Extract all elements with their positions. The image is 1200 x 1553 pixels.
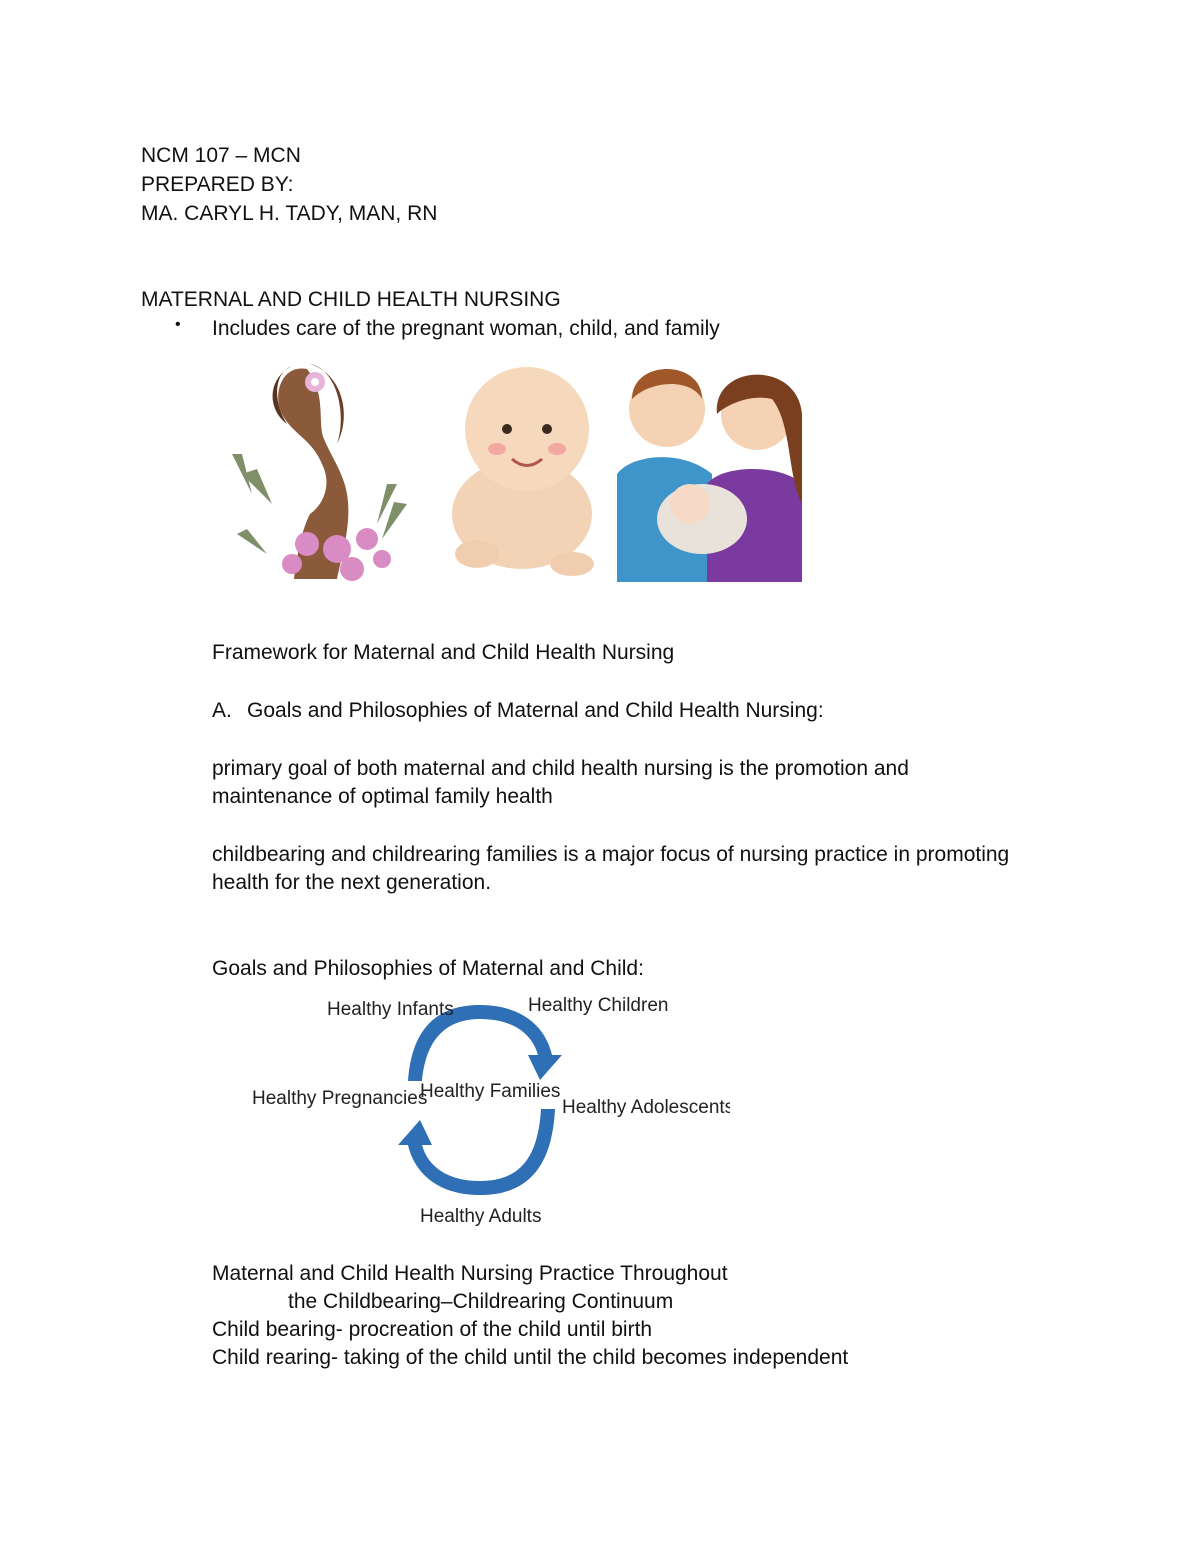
- bullet-marker: •: [175, 316, 181, 333]
- paragraph1-line2: maintenance of optimal family health: [212, 785, 553, 808]
- practice-line1: Maternal and Child Health Nursing Practice Throughout: [212, 1262, 728, 1285]
- author-name: MA. CARYL H. TADY, MAN, RN: [141, 202, 438, 225]
- label-healthy-adults: Healthy Adults: [420, 1206, 542, 1227]
- section-title: MATERNAL AND CHILD HEALTH NURSING: [141, 288, 561, 311]
- diagram-heading: Goals and Philosophies of Maternal and Child:: [212, 957, 644, 980]
- healthy-families-cycle-diagram: [240, 985, 730, 1230]
- practice-line2: the Childbearing–Childrearing Continuum: [288, 1290, 674, 1313]
- paragraph2-line1: childbearing and childrearing families is a major focus of nursing practice in promoting: [212, 843, 1010, 866]
- baby-illustration: [432, 354, 612, 582]
- paragraph2-line2: health for the next generation.: [212, 871, 492, 894]
- paragraph1-line1: primary goal of both maternal and child health nursing is the promotion and: [212, 757, 909, 780]
- goals-item-marker: A.: [212, 699, 232, 722]
- prepared-by-label: PREPARED BY:: [141, 173, 294, 196]
- cycle-arrow-bottom: [398, 1109, 555, 1195]
- framework-heading: Framework for Maternal and Child Health Nursing: [212, 641, 675, 664]
- illustration-row: [212, 354, 802, 582]
- label-healthy-pregnancies: Healthy Pregnancies: [252, 1088, 428, 1109]
- label-healthy-children: Healthy Children: [528, 995, 669, 1016]
- goals-item-text: Goals and Philosophies of Maternal and Child Health Nursing:: [247, 699, 824, 722]
- practice-line3: Child bearing- procreation of the child until birth: [212, 1318, 653, 1341]
- course-code: NCM 107 – MCN: [141, 144, 301, 167]
- label-healthy-infants: Healthy Infants: [327, 999, 454, 1020]
- bullet-text: Includes care of the pregnant woman, child, and family: [212, 317, 720, 340]
- practice-line4: Child rearing- taking of the child until the child becomes independent: [212, 1346, 849, 1369]
- label-healthy-families: Healthy Families: [420, 1081, 561, 1102]
- label-healthy-adolescents: Healthy Adolescents: [562, 1097, 730, 1118]
- pregnant-woman-illustration: [212, 354, 422, 582]
- family-illustration: [617, 354, 802, 582]
